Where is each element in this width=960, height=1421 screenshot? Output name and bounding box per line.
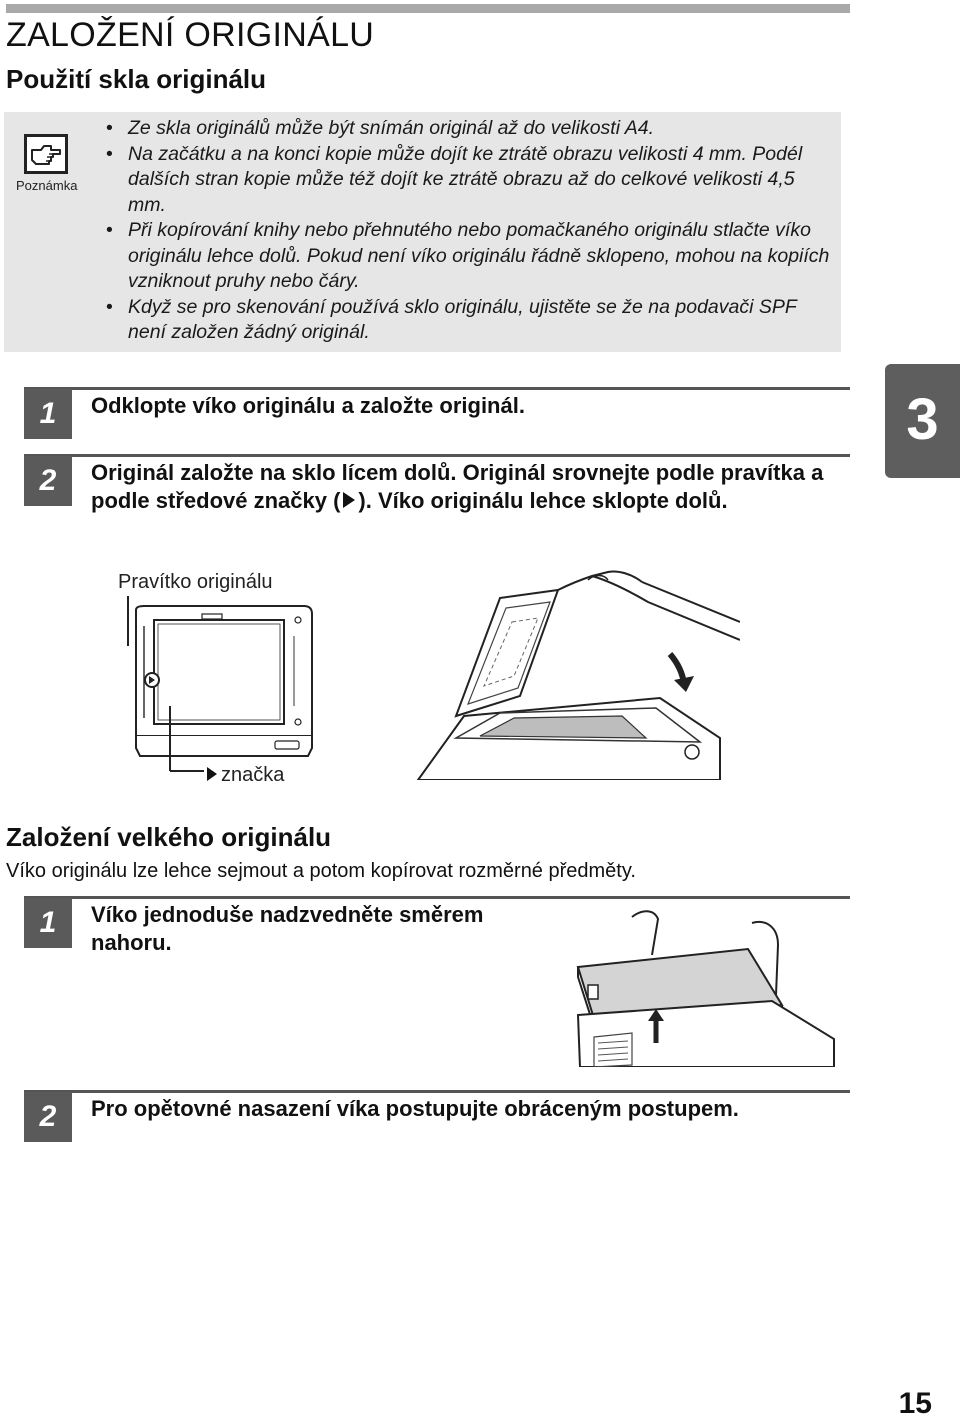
- ruler-label: Pravítko originálu: [118, 571, 273, 593]
- note-label: Poznámka: [16, 178, 78, 193]
- step-divider: [24, 454, 850, 457]
- header-rule: [6, 4, 850, 13]
- note-item: • Když se pro skenování používá sklo originálu, ujistěte se že na podavači SPF není založen žádný originál.: [105, 295, 835, 346]
- step-text: Originál založte na sklo lícem dolů. Originál srovnejte podle pravítka a podle středové značky ( ). Víko originálu lehce sklopte dolů.: [91, 459, 836, 517]
- lid-removal-illustration: [572, 905, 842, 1067]
- note-item: • Při kopírování knihy nebo přehnutého nebo pomačkaného originálu stlačte víko originálu lehce dolů. Pokud není víko originálu řádně sklopeno, mohou na kopiích vzniknout pruhy nebo čáry.: [105, 218, 835, 295]
- note-list: [105, 116, 835, 346]
- step-divider: [24, 387, 850, 390]
- step-divider: [24, 1090, 850, 1093]
- step-text: Pro opětovné nasazení víka postupujte obráceným postupem.: [91, 1096, 739, 1121]
- page-title: ZALOŽENÍ ORIGINÁLU: [6, 16, 375, 54]
- section-title: Založení velkého originálu: [6, 822, 332, 852]
- step-number: 2: [24, 456, 72, 506]
- note-item: • Ze skla originálů může být snímán originál až do velikosti A4.: [105, 116, 835, 142]
- section-intro: Víko originálu lze lehce sejmout a potom kopírovat rozměrné předměty.: [6, 860, 636, 882]
- page-number: 15: [898, 1387, 932, 1420]
- glass-top-view-illustration: [120, 596, 320, 786]
- mark-label: značka: [206, 764, 284, 788]
- step-text: Odklopte víko originálu a založte originál.: [91, 393, 525, 418]
- pointing-hand-icon: [24, 134, 68, 174]
- step-text: Víko jednoduše nadzvedněte směrem nahoru.: [91, 902, 484, 955]
- step-number: 1: [24, 389, 72, 439]
- step-number: 1: [24, 898, 72, 948]
- step-divider: [24, 896, 850, 899]
- section-title: Použití skla originálu: [6, 64, 267, 94]
- center-mark-icon: [341, 489, 357, 517]
- chapter-tab: 3: [885, 364, 960, 478]
- note-item: • Na začátku a na konci kopie může dojít ke ztrátě obrazu velikosti 4 mm. Podél dalších stran kopie může též dojít ke ztrátě obrazu až do celkové velikosti 4,5 mm.: [105, 142, 835, 219]
- step-number: 2: [24, 1092, 72, 1142]
- lid-open-illustration: [410, 568, 740, 780]
